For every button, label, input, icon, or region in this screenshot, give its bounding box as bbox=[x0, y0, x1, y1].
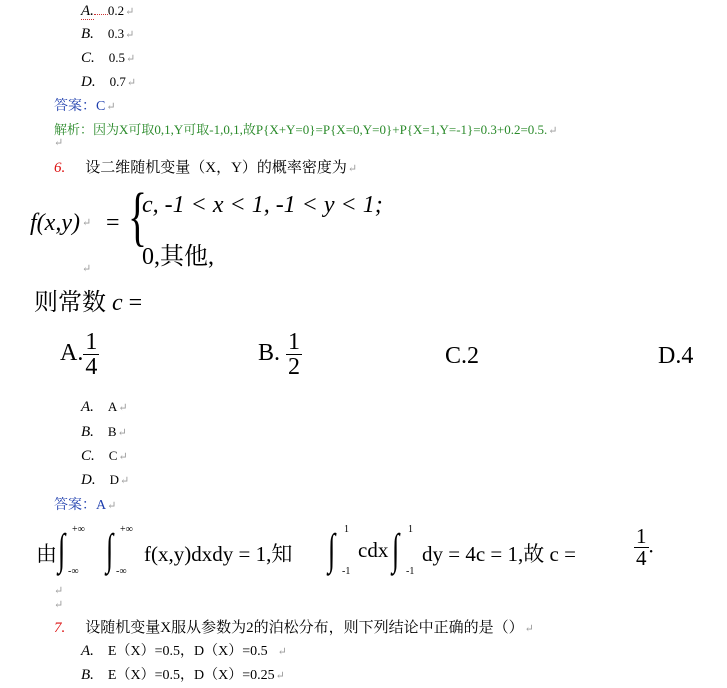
answer-value: A bbox=[96, 498, 107, 513]
paragraph-mark: ↵ bbox=[126, 53, 136, 65]
choice-label: C. bbox=[445, 343, 468, 369]
option-c bbox=[81, 447, 128, 465]
paragraph-mark: ↵ bbox=[347, 163, 358, 175]
solution-fraction bbox=[634, 526, 654, 569]
integral-sign: ∫ bbox=[328, 525, 336, 574]
question-number: 6. bbox=[54, 160, 66, 176]
paragraph-mark: ↵ bbox=[118, 451, 128, 463]
choice-b bbox=[258, 330, 302, 379]
integral-upper: 1 bbox=[408, 524, 413, 535]
paragraph-mark: ↵ bbox=[54, 599, 64, 611]
option-value: E（X）=0.5，D（X）=0.25 bbox=[107, 668, 275, 683]
prompt-eq: = bbox=[128, 290, 143, 316]
option-b bbox=[81, 25, 134, 43]
option-letter: D. bbox=[81, 74, 96, 90]
option-value: D bbox=[109, 472, 119, 487]
option-value: C bbox=[108, 448, 118, 463]
answer-line bbox=[54, 494, 116, 514]
option-letter: B. bbox=[81, 26, 94, 42]
paragraph-mark: ↵ bbox=[54, 585, 64, 597]
answer-label: 答案： bbox=[54, 498, 96, 513]
option-value: 0.7 bbox=[109, 74, 126, 89]
fraction-numerator: 1 bbox=[288, 329, 301, 355]
cases-brace: { bbox=[128, 180, 148, 253]
option-b bbox=[81, 423, 127, 441]
integral-upper: +∞ bbox=[72, 524, 85, 535]
choice-a bbox=[60, 330, 99, 379]
case-1: c, -1 < x < 1, -1 < y < 1; bbox=[142, 192, 383, 218]
integrand: f(x,y)dxdy = 1,知 bbox=[144, 542, 293, 566]
integral-upper: +∞ bbox=[120, 524, 133, 535]
paragraph-mark: ↵ bbox=[125, 29, 135, 41]
analysis-text: 解析：因为X可取0,1,Y可取-1,0,1,故P{X+Y=0}=P{X=0,Y=0}+P{X=1,Y=-1}=0.3+0.2=0.5. bbox=[54, 122, 548, 137]
question-text: 设随机变量X服从参数为2的泊松分布，则下列结论中正确的是（） bbox=[85, 620, 524, 636]
integral-sign: ∫ bbox=[58, 525, 66, 574]
density-function-name: f(x,y) bbox=[30, 210, 80, 236]
choice-value: 2 bbox=[467, 343, 480, 369]
paragraph-mark: ↵ bbox=[548, 125, 558, 137]
option-value: 0.5 bbox=[108, 50, 126, 65]
prompt-text: 则常数 bbox=[34, 290, 106, 316]
integral-sign: ∫ bbox=[392, 525, 400, 574]
question-6-stem bbox=[54, 156, 357, 177]
option-letter: C. bbox=[81, 50, 95, 66]
option-value: B bbox=[107, 424, 117, 439]
fraction bbox=[83, 330, 99, 379]
fraction-denominator: 4 bbox=[636, 546, 647, 570]
answer-label: 答案： bbox=[54, 99, 96, 114]
solution-prefix: 由 bbox=[36, 542, 57, 566]
option-a bbox=[81, 2, 134, 20]
paragraph-mark: ↵ bbox=[118, 402, 128, 414]
analysis-line bbox=[54, 119, 558, 138]
fraction-denominator: 4 bbox=[85, 354, 98, 380]
option-d bbox=[81, 471, 129, 489]
fraction bbox=[634, 526, 649, 569]
option-value: E（X）=0.5，D（X）=0.5 bbox=[107, 644, 268, 659]
option-letter: D. bbox=[81, 472, 96, 488]
fraction-numerator: 1 bbox=[85, 329, 98, 355]
answer-value: C bbox=[96, 99, 106, 114]
option-c bbox=[81, 49, 135, 67]
fraction bbox=[286, 330, 302, 379]
density-equals: = bbox=[106, 210, 120, 236]
choice-label: D. bbox=[658, 343, 682, 369]
option-letter: B. bbox=[81, 424, 94, 440]
choice-c bbox=[445, 343, 479, 370]
paragraph-mark: ↵ bbox=[54, 137, 64, 149]
option-a bbox=[81, 398, 128, 416]
choice-label: A. bbox=[60, 340, 84, 367]
fraction-end: . bbox=[648, 533, 654, 558]
constant-prompt bbox=[34, 282, 142, 317]
paragraph-mark: ↵ bbox=[125, 6, 135, 18]
option-letter: A. bbox=[81, 399, 94, 415]
paragraph-mark: ↵ bbox=[82, 217, 92, 229]
paragraph-mark: ↵ bbox=[119, 475, 130, 487]
option-b bbox=[81, 664, 285, 684]
case-2: 0,其他, bbox=[142, 244, 214, 270]
option-letter: C. bbox=[81, 448, 95, 464]
paragraph-mark: ↵ bbox=[524, 623, 534, 635]
fraction-denominator: 2 bbox=[288, 354, 301, 380]
paragraph-mark: ↵ bbox=[82, 263, 92, 275]
question-7-stem bbox=[54, 616, 534, 637]
question-number: 7. bbox=[54, 620, 66, 636]
paragraph-mark: ↵ bbox=[277, 646, 287, 658]
paragraph-mark: ↵ bbox=[275, 670, 285, 682]
choice-value: 4 bbox=[681, 343, 694, 369]
question-text: 设二维随机变量（X，Y）的概率密度为 bbox=[85, 160, 347, 176]
choice-label: B. bbox=[258, 340, 281, 367]
paragraph-mark: ↵ bbox=[107, 500, 117, 512]
choice-d bbox=[658, 343, 693, 370]
option-value: 0.3 bbox=[107, 26, 125, 41]
integral-lower: -∞ bbox=[116, 566, 127, 577]
paragraph-mark: ↵ bbox=[126, 77, 137, 89]
answer-line bbox=[54, 95, 116, 115]
integral-sign: ∫ bbox=[106, 525, 114, 574]
paragraph-mark: ↵ bbox=[117, 427, 127, 439]
integral-upper: 1 bbox=[344, 524, 349, 535]
integral-lower: -∞ bbox=[68, 566, 79, 577]
integral-lower: -1 bbox=[406, 566, 415, 577]
integrand-tail: dy = 4c = 1,故 c = bbox=[422, 542, 576, 566]
option-d bbox=[81, 73, 136, 91]
paragraph-mark: ↵ bbox=[106, 101, 116, 113]
fraction-numerator: 1 bbox=[636, 524, 647, 548]
option-a bbox=[81, 640, 287, 660]
option-letter: A. bbox=[81, 3, 94, 19]
prompt-var: c bbox=[112, 290, 123, 316]
integrand-mid: cdx bbox=[358, 538, 389, 562]
option-letter: B. bbox=[81, 667, 94, 683]
integral-lower: -1 bbox=[342, 566, 351, 577]
option-letter: A. bbox=[81, 643, 94, 659]
option-value: 0.2 bbox=[107, 3, 125, 18]
option-value: A bbox=[107, 399, 118, 414]
